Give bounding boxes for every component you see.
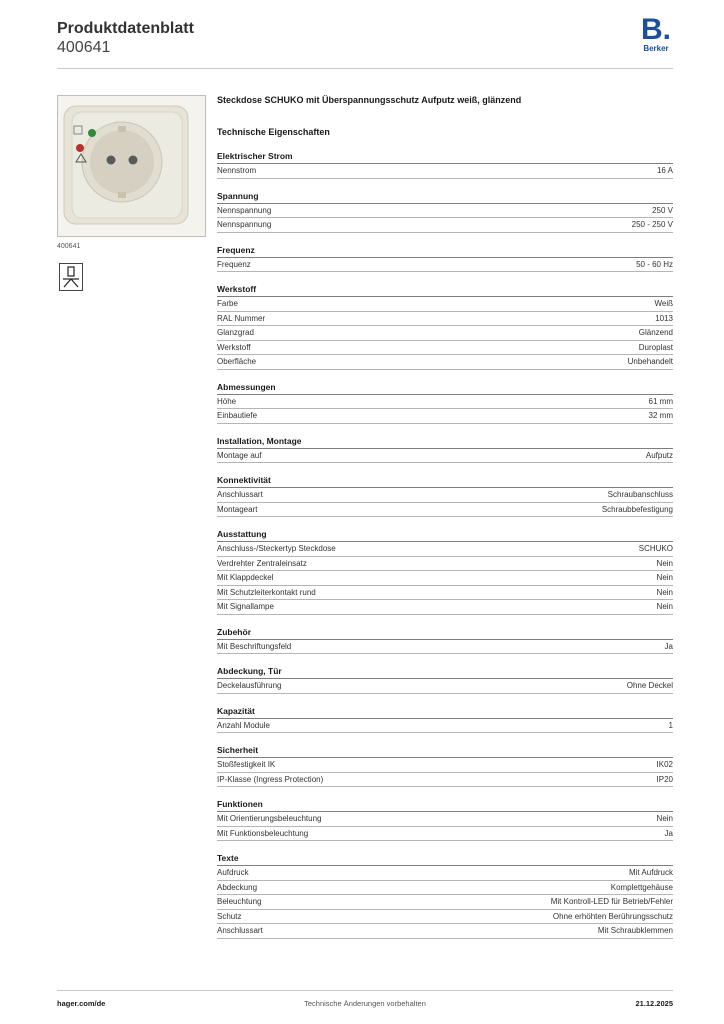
spec-sections [217, 149, 673, 939]
spec-value: Nein [656, 573, 673, 582]
spec-label: Nennspannung [217, 220, 272, 229]
spec-row [217, 758, 673, 773]
spec-label: Mit Signallampe [217, 602, 274, 611]
spec-row [217, 640, 673, 655]
spec-label: Beleuchtung [217, 897, 262, 906]
spec-value: IK02 [656, 760, 673, 769]
logo-letter: B. [641, 13, 671, 46]
spec-section [217, 380, 673, 424]
spec-row [217, 586, 673, 601]
spec-label: Nennspannung [217, 205, 272, 215]
spec-section-title: Frequenz [217, 243, 673, 258]
footer-website: hager.com/de [57, 999, 106, 1008]
spec-row [217, 773, 673, 788]
spec-row [217, 812, 673, 827]
spec-row [217, 571, 673, 586]
spec-section [217, 434, 673, 464]
spec-row [217, 164, 673, 179]
spec-row [217, 341, 673, 356]
footer-date: 21.12.2025 [635, 999, 673, 1008]
spec-value: Unbehandelt [627, 357, 673, 366]
spec-value: Ohne erhöhten Berührungsschutz [552, 911, 673, 921]
spec-label: Frequenz [217, 259, 251, 269]
spec-value: Schraubanschluss [607, 490, 673, 499]
spec-row [217, 542, 673, 557]
spec-section-title: Werkstoff [217, 282, 673, 297]
product-details [217, 93, 673, 949]
spec-row [217, 312, 673, 327]
logo-text: Berker [643, 44, 669, 53]
spec-value: 50 - 60 Hz [636, 259, 673, 269]
spec-row [217, 355, 673, 370]
spec-value: Komplettgehäuse [610, 882, 673, 892]
spec-value: Mit Aufdruck [628, 868, 673, 877]
spec-label: Höhe [217, 396, 237, 406]
spec-section [217, 704, 673, 734]
page-header [57, 13, 673, 69]
spec-row [217, 204, 673, 219]
spec-value: 250 V [652, 205, 673, 215]
spec-value: 1013 [655, 313, 673, 323]
spec-row [217, 449, 673, 464]
spec-value: 1 [668, 720, 673, 730]
spec-label: Abdeckung [217, 882, 258, 892]
spec-value: IP20 [656, 774, 673, 784]
spec-section-title: Funktionen [217, 797, 673, 812]
spec-value: 250 - 250 V [631, 220, 673, 229]
spec-row [217, 827, 673, 842]
product-name: Steckdose SCHUKO mit Überspannungsschutz Aufputz weiß, glänzend [217, 95, 522, 105]
spec-value: Nein [656, 587, 673, 597]
spec-section-title: Kapazität [217, 704, 673, 719]
spec-value: 16 A [656, 166, 673, 175]
spec-value: Aufputz [645, 450, 673, 460]
spec-label: Mit Orientierungsbeleuchtung [217, 814, 322, 823]
spec-value: Nein [656, 558, 673, 568]
spec-label: RAL Nummer [217, 313, 266, 323]
spec-value: Schraubbefestigung [601, 504, 673, 514]
spec-label: Anzahl Module [217, 720, 270, 730]
spec-section-title: Spannung [217, 189, 673, 204]
spec-label: Glanzgrad [217, 328, 254, 337]
spec-value: Mit Schraubklemmen [597, 926, 673, 935]
footer-notice: Technische Änderungen vorbehalten [304, 999, 426, 1008]
page-footer [57, 990, 673, 1015]
spec-value: Ja [664, 641, 673, 651]
spec-section [217, 664, 673, 694]
spec-row [217, 395, 673, 410]
page-title: Produktdatenblatt [57, 20, 194, 37]
spec-label: Verdrehter Zentraleinsatz [217, 558, 307, 568]
spec-label: Mit Beschriftungsfeld [217, 641, 292, 651]
spec-section [217, 473, 673, 517]
spec-label: Stoßfestigkeit IK [217, 760, 276, 769]
spec-label: Oberfläche [217, 357, 257, 366]
spec-section-title: Abdeckung, Tür [217, 664, 673, 679]
spec-label: Werkstoff [217, 342, 251, 352]
spec-section [217, 797, 673, 841]
spec-value: 32 mm [648, 411, 673, 420]
berker-logo [639, 13, 673, 56]
spec-row [217, 719, 673, 734]
spec-label: Mit Funktionsbeleuchtung [217, 828, 309, 838]
image-caption: 400641 [57, 243, 81, 250]
spec-row [217, 924, 673, 939]
spec-label: Nennstrom [217, 166, 257, 175]
spec-value: Weiß [654, 299, 673, 308]
spec-row [217, 600, 673, 615]
spec-value: Duroplast [638, 342, 673, 352]
spec-section [217, 743, 673, 787]
spec-row [217, 866, 673, 881]
spec-value: Mit Kontroll-LED für Betrieb/Fehler [550, 897, 673, 906]
spec-value: Nein [656, 814, 673, 823]
spec-label: IP-Klasse (Ingress Protection) [217, 774, 324, 784]
spec-row [217, 488, 673, 503]
spec-label: Farbe [217, 299, 238, 308]
section-heading: Technische Eigenschaften [217, 127, 330, 137]
spec-row [217, 557, 673, 572]
spec-section [217, 527, 673, 615]
product-number: 400641 [57, 39, 111, 56]
spec-section [217, 851, 673, 939]
spec-value: SCHUKO [638, 544, 673, 553]
spec-section [217, 149, 673, 179]
spec-section-title: Texte [217, 851, 673, 866]
spec-label: Montageart [217, 504, 258, 514]
spec-label: Mit Klappdeckel [217, 573, 274, 582]
spec-section [217, 625, 673, 655]
spec-row [217, 503, 673, 518]
spec-value: 61 mm [648, 396, 673, 406]
spec-row [217, 218, 673, 233]
spec-label: Deckelausführung [217, 681, 282, 690]
spec-section-title: Zubehör [217, 625, 673, 640]
spec-value: Ja [664, 828, 673, 838]
surface-mount-icon [59, 263, 83, 291]
spec-section [217, 282, 673, 370]
spec-section-title: Elektrischer Strom [217, 149, 673, 164]
spec-label: Anschlussart [217, 926, 263, 935]
spec-row [217, 679, 673, 694]
spec-value: Nein [656, 602, 673, 611]
spec-label: Schutz [217, 911, 242, 921]
spec-section [217, 243, 673, 273]
spec-label: Aufdruck [217, 868, 249, 877]
spec-section-title: Sicherheit [217, 743, 673, 758]
spec-row [217, 895, 673, 910]
spec-label: Mit Schutzleiterkontakt rund [217, 587, 316, 597]
spec-row [217, 326, 673, 341]
spec-label: Montage auf [217, 450, 262, 460]
spec-section [217, 189, 673, 233]
spec-section-title: Ausstattung [217, 527, 673, 542]
spec-value: Ohne Deckel [626, 681, 673, 690]
spec-row [217, 409, 673, 424]
spec-section-title: Konnektivität [217, 473, 673, 488]
spec-row [217, 881, 673, 896]
spec-row [217, 258, 673, 273]
spec-section-title: Abmessungen [217, 380, 673, 395]
spec-section-title: Installation, Montage [217, 434, 673, 449]
product-image [57, 95, 206, 237]
spec-row [217, 910, 673, 925]
spec-value: Glänzend [638, 328, 673, 337]
spec-label: Einbautiefe [217, 411, 258, 420]
spec-label: Anschluss-/Steckertyp Steckdose [217, 544, 336, 553]
spec-label: Anschlussart [217, 490, 263, 499]
spec-row [217, 297, 673, 312]
